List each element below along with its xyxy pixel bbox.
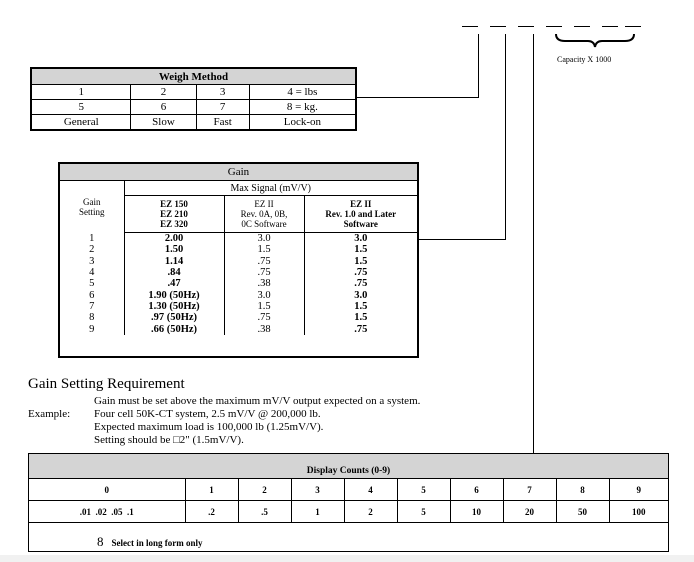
gain-cell: 1.5 bbox=[304, 301, 417, 312]
code-dash-4 bbox=[546, 26, 562, 27]
digit-cell: 3 bbox=[291, 479, 344, 501]
gain-setting-header bbox=[60, 181, 124, 233]
long-form-note bbox=[97, 534, 203, 550]
code-dash-6 bbox=[602, 26, 618, 27]
example-line: Four cell 50K-CT system, 2.5 mV/V @ 200,000 lb. bbox=[94, 408, 321, 420]
table-row bbox=[60, 256, 417, 267]
gain-cell: .84 bbox=[124, 267, 224, 278]
gain-cell: .38 bbox=[224, 323, 304, 334]
header-line: Rev. 1.0 and Later bbox=[325, 209, 397, 219]
weigh-cell: Lock-on bbox=[249, 115, 356, 131]
gain-cell: .75 bbox=[304, 278, 417, 289]
header-line: Software bbox=[343, 219, 378, 229]
gain-cell: 3.0 bbox=[224, 289, 304, 300]
code-dash-2 bbox=[490, 26, 506, 27]
gain-cell: 1.5 bbox=[304, 312, 417, 323]
weigh-cell: General bbox=[31, 115, 131, 131]
gain-cell: 1.50 bbox=[124, 244, 224, 255]
header-line: Gain bbox=[83, 196, 101, 207]
example-label: Example: bbox=[28, 408, 71, 420]
digit-cell: 7 bbox=[503, 479, 556, 501]
gain-cell: .75 bbox=[304, 267, 417, 278]
gain-cell: .75 bbox=[304, 323, 417, 334]
connector-gain-v bbox=[505, 34, 506, 239]
count-value-cell: .2 bbox=[185, 501, 238, 523]
weigh-cell: 3 bbox=[196, 85, 249, 100]
ez2-rev0-header bbox=[224, 196, 304, 233]
header-line: EZ 210 bbox=[160, 209, 188, 219]
weigh-cell: 5 bbox=[31, 100, 131, 115]
digit-cell: 2 bbox=[238, 479, 291, 501]
connector-weigh-h bbox=[357, 97, 479, 98]
ez2-rev1-header bbox=[304, 196, 417, 233]
gain-cell: 3.0 bbox=[224, 233, 304, 245]
count-value-cell: 1 bbox=[291, 501, 344, 523]
connector-gain-h bbox=[419, 239, 506, 240]
requirement-line: Gain must be set above the maximum mV/V output expected on a system. bbox=[94, 395, 421, 407]
weigh-cell: 8 = kg. bbox=[249, 100, 356, 115]
header-line: EZ II bbox=[350, 199, 372, 209]
count-value-cell: 20 bbox=[503, 501, 556, 523]
weigh-cell: 6 bbox=[131, 100, 196, 115]
digit-cell: 5 bbox=[397, 479, 450, 501]
gain-cell: .97 (50Hz) bbox=[124, 312, 224, 323]
table-row bbox=[60, 278, 417, 289]
connector-display-v bbox=[533, 34, 534, 453]
count-value-cell: .01 .02 .05 .1 bbox=[29, 501, 185, 523]
weigh-cell: Fast bbox=[196, 115, 249, 131]
gain-grid bbox=[60, 181, 417, 335]
gain-cell: 1.90 (50Hz) bbox=[124, 289, 224, 300]
page-bottom-strip bbox=[0, 555, 694, 562]
code-dash-7 bbox=[625, 26, 641, 27]
gain-cell: 3 bbox=[89, 255, 95, 267]
table-row bbox=[29, 501, 668, 523]
gain-cell: .75 bbox=[224, 256, 304, 267]
digit-cell: 1 bbox=[185, 479, 238, 501]
gain-cell: 1.5 bbox=[304, 244, 417, 255]
weigh-method-table bbox=[30, 67, 357, 131]
header-line: EZ 150 bbox=[160, 199, 188, 209]
count-value-cell: .5 bbox=[238, 501, 291, 523]
table-row bbox=[60, 244, 417, 255]
display-counts-table bbox=[28, 453, 669, 552]
table-row bbox=[31, 100, 356, 115]
digit-cell: 9 bbox=[609, 479, 668, 501]
gain-cell: 5 bbox=[89, 278, 95, 290]
gain-cell: 8 bbox=[89, 312, 95, 324]
gain-cell: 1.5 bbox=[224, 301, 304, 312]
example-line: Setting should be □2" (1.5mV/V). bbox=[94, 434, 244, 446]
note-number: 8 bbox=[97, 534, 104, 549]
gain-cell: 7 bbox=[89, 300, 95, 312]
code-dash-1 bbox=[462, 26, 478, 27]
table-row bbox=[60, 267, 417, 278]
gain-cell: 1.5 bbox=[224, 244, 304, 255]
weigh-cell: 1 bbox=[31, 85, 131, 100]
gain-requirement-title: Gain Setting Requirement bbox=[28, 376, 185, 392]
table-row bbox=[60, 301, 417, 312]
digit-cell: 8 bbox=[556, 479, 609, 501]
max-signal-header: Max Signal (mV/V) bbox=[124, 181, 417, 196]
table-row bbox=[60, 312, 417, 323]
gain-cell: .47 bbox=[124, 278, 224, 289]
header-line: Rev. 0A, 0B, bbox=[240, 209, 288, 219]
gain-cell: 1.30 (50Hz) bbox=[124, 301, 224, 312]
connector-weigh-v bbox=[478, 34, 479, 97]
weigh-cell: 2 bbox=[131, 85, 196, 100]
code-dash-5 bbox=[574, 26, 590, 27]
count-value-cell: 50 bbox=[556, 501, 609, 523]
gain-cell: 3.0 bbox=[304, 233, 417, 245]
table-row bbox=[29, 479, 668, 501]
gain-cell: 3.0 bbox=[304, 289, 417, 300]
capacity-label: Capacity X 1000 bbox=[557, 55, 612, 64]
note-text: Select in long form only bbox=[111, 538, 203, 548]
gain-cell: 9 bbox=[89, 323, 95, 335]
weigh-cell: 7 bbox=[196, 100, 249, 115]
count-value-cell: 2 bbox=[344, 501, 397, 523]
gain-cell: 1.14 bbox=[124, 256, 224, 267]
digit-cell: 4 bbox=[344, 479, 397, 501]
weigh-cell: 4 = lbs bbox=[249, 85, 356, 100]
gain-cell: 2 bbox=[89, 244, 95, 256]
table-row bbox=[60, 233, 417, 245]
table-row bbox=[31, 115, 356, 131]
count-value-cell: 5 bbox=[397, 501, 450, 523]
header-line: EZ 320 bbox=[160, 219, 188, 229]
code-dash-3 bbox=[518, 26, 534, 27]
count-value-cell: 10 bbox=[450, 501, 503, 523]
display-counts-grid bbox=[29, 479, 668, 523]
gain-cell: 1 bbox=[89, 232, 95, 244]
gain-title: Gain bbox=[60, 164, 417, 181]
weigh-method-title: Weigh Method bbox=[31, 68, 356, 85]
table-row bbox=[60, 289, 417, 300]
table-row bbox=[60, 323, 417, 334]
gain-cell: .75 bbox=[224, 267, 304, 278]
digit-cell: 0 bbox=[29, 479, 185, 501]
gain-cell: 1.5 bbox=[304, 256, 417, 267]
ez150-header bbox=[124, 196, 224, 233]
digit-cell: 6 bbox=[450, 479, 503, 501]
table-row bbox=[31, 85, 356, 100]
gain-cell: .38 bbox=[224, 278, 304, 289]
gain-cell: 6 bbox=[89, 289, 95, 301]
gain-cell: .75 bbox=[224, 312, 304, 323]
example-line: Expected maximum load is 100,000 lb (1.25mV/V). bbox=[94, 421, 324, 433]
header-line: EZ II bbox=[254, 199, 274, 209]
gain-cell: 2.00 bbox=[124, 233, 224, 245]
gain-cell: 4 bbox=[89, 267, 95, 279]
count-value-cell: 100 bbox=[609, 501, 668, 523]
gain-cell: .66 (50Hz) bbox=[124, 323, 224, 334]
header-line: Setting bbox=[78, 206, 105, 217]
capacity-brace bbox=[555, 33, 635, 49]
weigh-cell: Slow bbox=[131, 115, 196, 131]
header-line: 0C Software bbox=[241, 219, 287, 229]
display-counts-title: Display Counts (0-9) bbox=[29, 454, 668, 479]
gain-table bbox=[58, 162, 419, 358]
